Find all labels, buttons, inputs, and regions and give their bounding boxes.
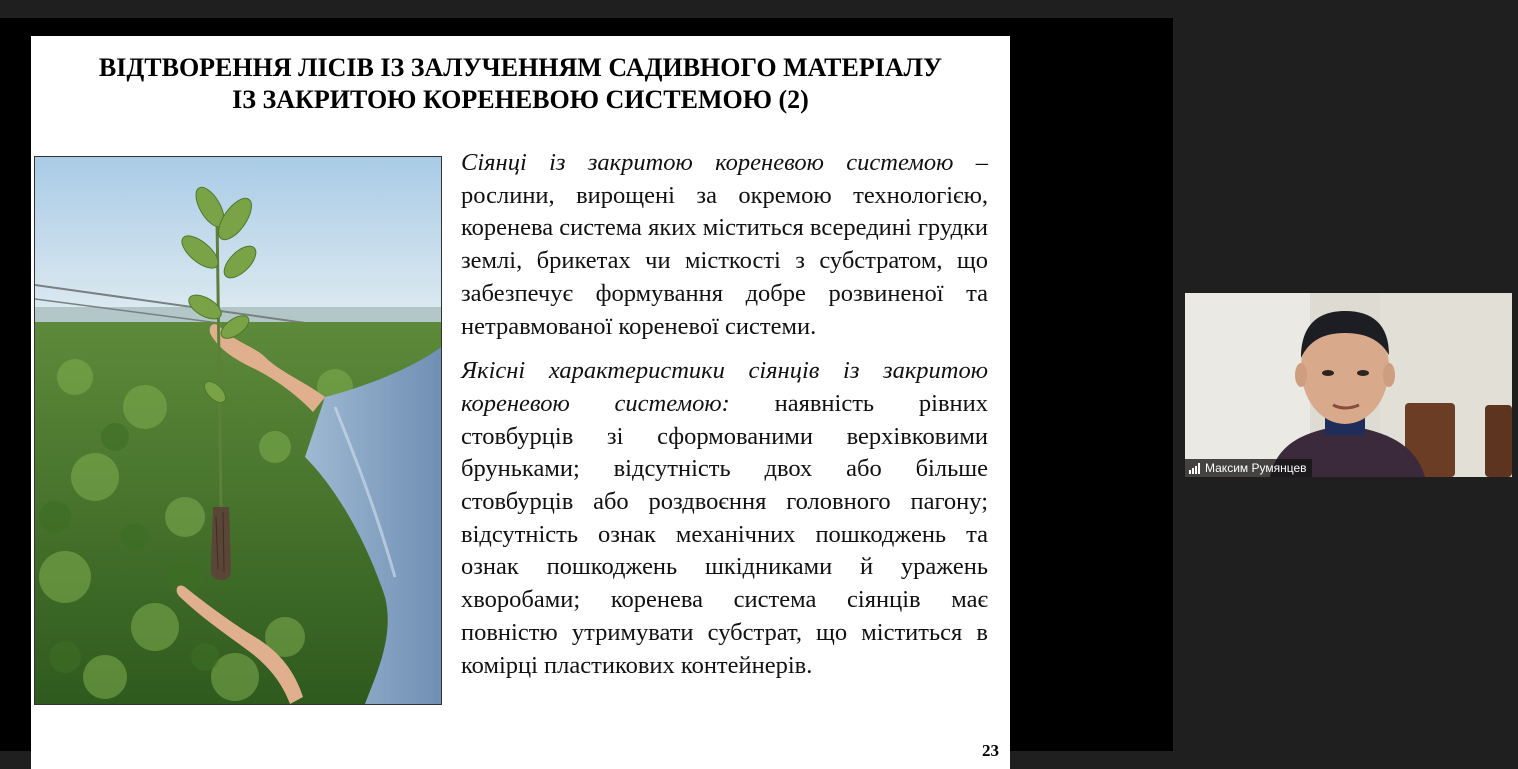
signal-bars-icon [1189,463,1200,474]
slide-page-number: 23 [982,741,999,760]
slide-body-text [461,147,988,682]
seedling-photo [34,156,442,705]
participant-name: Максим Румянцев [1205,461,1307,475]
slide-title-line-2: ІЗ ЗАКРИТОЮ КОРЕНЕВОЮ СИСТЕМОЮ (2) [232,85,809,114]
paragraph-definition [461,147,988,343]
meeting-top-bar [0,0,1518,18]
participant-name-tag [1185,459,1312,477]
definition-text: – рослини, вирощені за окремою технологією, коренева система яких міститься всередині грудки землі, брикетах чи місткості з субстратом, що забезпечує формування добре розвиненої та нетравмованої кореневої системи. [461,149,989,340]
slide-title-line-1: ВІДТВОРЕННЯ ЛІСІВ ІЗ ЗАЛУЧЕННЯМ САДИВНОГО МАТЕРІАЛУ [98,53,943,82]
paragraph-characteristics [461,355,988,682]
participant-video-frame [1185,293,1512,477]
characteristics-text: наявність рівних стовбурців зі сформованими верхівковими бруньками; відсутність двох або більше стовбурців або роздвоєння головного пагону; відсутність ознак механічних пошкоджень та ознак пошкоджень шкідниками й уражень хворобами; коренева система сіянців має повністю утримувати субстрат, що міститься в комірці пластикових контейнерів. [461,389,988,679]
characteristics-term: Якісні характеристики сіянців із закритою кореневою системою: [461,357,988,417]
screen-share-area [0,18,1173,760]
presentation-slide [31,36,1010,769]
participant-video-tile[interactable] [1185,293,1512,477]
definition-term: Сіянці із закритою кореневою системою [461,149,954,176]
slide-title [31,52,1010,116]
